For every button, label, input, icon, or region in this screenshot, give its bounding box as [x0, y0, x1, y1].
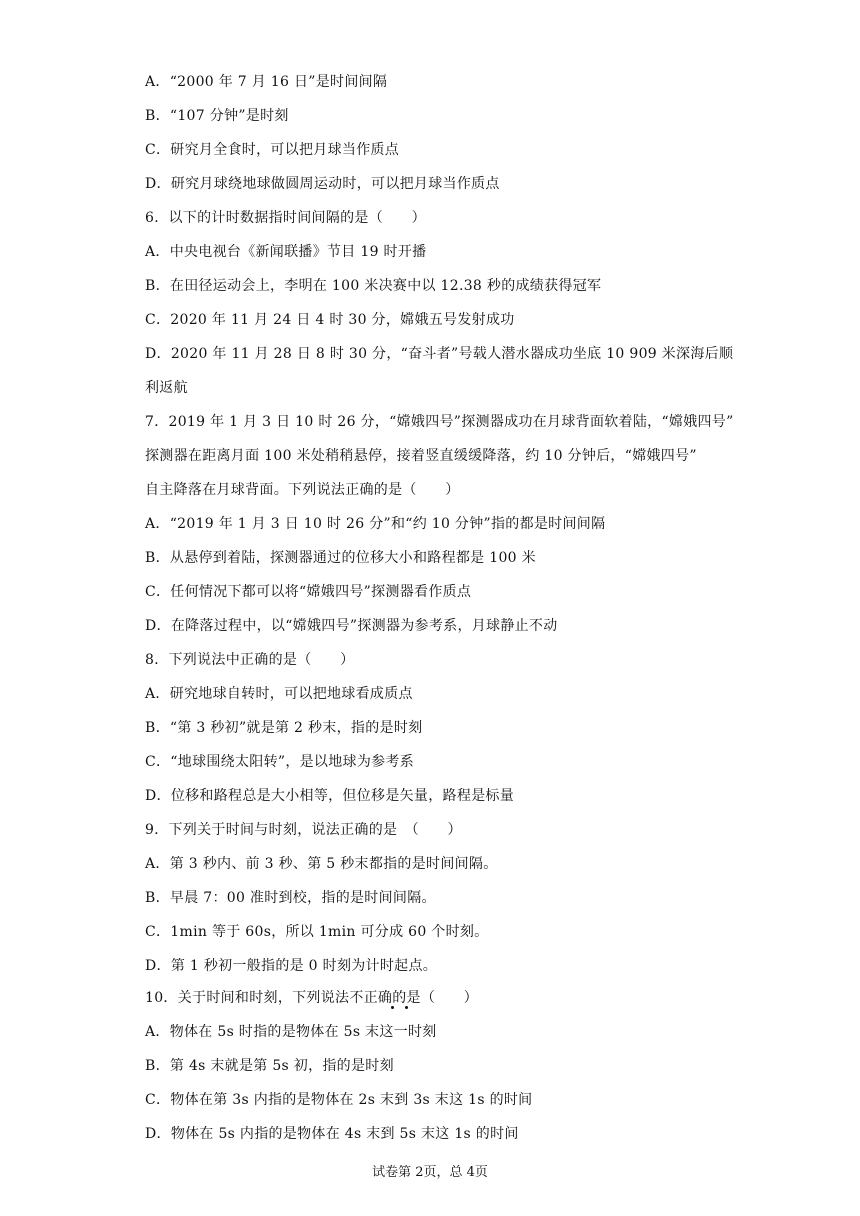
- option-c-q8: C．“地球围绕太阳转”，是以地球为参考系: [145, 754, 415, 770]
- option-b-q8: B．“第 3 秒初”就是第 2 秒末，指的是时刻: [145, 720, 423, 736]
- page-footer: 试卷第 2页，总 4页: [372, 1165, 488, 1180]
- question-7-line-3: 自主降落在月球背面。下列说法正确的是（ ）: [145, 482, 460, 498]
- option-d-q6: D．2020 年 11 月 28 日 8 时 30 分，“奋斗者”号载人潜水器成功坐底 10 909 米深海后顺: [145, 346, 734, 362]
- option-a-q9: A．第 3 秒内、前 3 秒、第 5 秒末都指的是时间间隔。: [145, 856, 498, 872]
- emphasis-dot: [391, 1006, 394, 1009]
- option-a-q8: A．研究地球自转时，可以把地球看成质点: [145, 686, 413, 702]
- option-b-q10: B．第 4s 末就是第 5s 初，指的是时刻: [145, 1058, 394, 1074]
- option-b-q5: B．“107 分钟”是时刻: [145, 108, 289, 124]
- option-c-q7: C．任何情况下都可以将“嫦娥四号”探测器看作质点: [145, 584, 472, 600]
- option-d-q8: D．位移和路程总是大小相等，但位移是矢量，路程是标量: [145, 788, 515, 804]
- option-c-q5: C．研究月全食时，可以把月球当作质点: [145, 142, 400, 158]
- option-b-q9: B．早晨 7：00 准时到校，指的是时间间隔。: [145, 890, 436, 906]
- option-d-q5: D．研究月球绕地球做圆周运动时，可以把月球当作质点: [145, 176, 500, 192]
- question-9: 9．下列关于时间与时刻，说法正确的是 （ ）: [145, 822, 462, 838]
- question-7-line-2: 探测器在距离月面 100 米处稍稍悬停，接着竖直缓缓降落，约 10 分钟后，“嫦娥四号”: [145, 448, 697, 464]
- question-10: 10．关于时间和时刻，下列说法不正确的是（ ）: [145, 990, 479, 1006]
- emphasis-dot: [405, 1006, 408, 1009]
- option-a-q6: A．中央电视台《新闻联播》节目 19 时开播: [145, 244, 427, 260]
- option-d-q10: D．物体在 5s 内指的是物体在 4s 末到 5s 末这 1s 的时间: [145, 1126, 519, 1142]
- option-a-q10: A．物体在 5s 时指的是物体在 5s 末这一时刻: [145, 1024, 437, 1040]
- option-d-q6-continued: 利返航: [145, 380, 188, 396]
- option-c-q10: C．物体在第 3s 内指的是物体在 2s 末到 3s 末这 1s 的时间: [145, 1092, 533, 1108]
- option-a-q7: A．“2019 年 1 月 3 日 10 时 26 分”和“约 10 分钟”指的都是时间间隔: [145, 516, 606, 532]
- question-6: 6．以下的计时数据指时间间隔的是（ ）: [145, 210, 426, 226]
- option-c-q6: C．2020 年 11 月 24 日 4 时 30 分，嫦娥五号发射成功: [145, 312, 515, 328]
- option-c-q9: C．1min 等于 60s，所以 1min 可分成 60 个时刻。: [145, 924, 489, 940]
- question-7: 7．2019 年 1 月 3 日 10 时 26 分，“嫦娥四号”探测器成功在月球背面软着陆，“嫦娥四号”: [145, 414, 734, 430]
- option-b-q7: B．从悬停到着陆，探测器通过的位移大小和路程都是 100 米: [145, 550, 536, 566]
- option-b-q6: B．在田径运动会上，李明在 100 米决赛中以 12.38 秒的成绩获得冠军: [145, 278, 602, 294]
- option-d-q9: D．第 1 秒初一般指的是 0 时刻为计时起点。: [145, 958, 438, 974]
- question-8: 8．下列说法中正确的是（ ）: [145, 652, 355, 668]
- option-d-q7: D．在降落过程中，以“嫦娥四号”探测器为参考系，月球静止不动: [145, 618, 558, 634]
- option-a-q5: A．“2000 年 7 月 16 日”是时间间隔: [145, 74, 388, 90]
